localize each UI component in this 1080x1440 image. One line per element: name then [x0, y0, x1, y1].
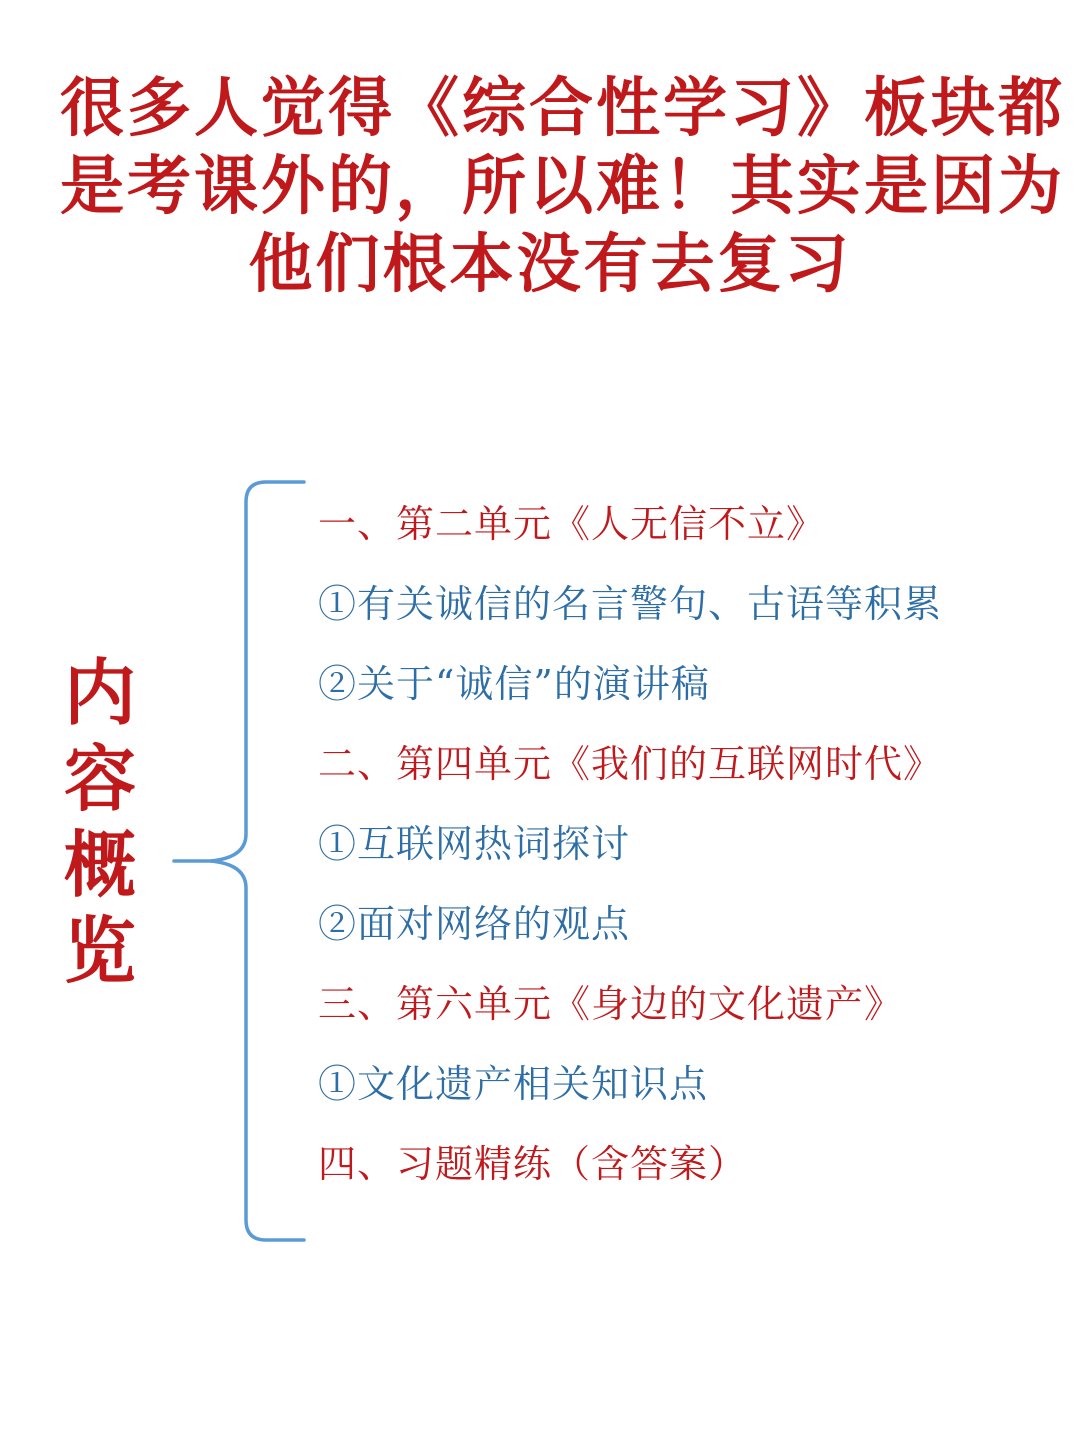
- headline-line-1: 很多人觉得《综合性学习》板块都: [60, 71, 1065, 146]
- outline-item-internet-views: ②面对网络的观点: [318, 902, 631, 946]
- outline-section-exercises: 四、习题精练（含答案）: [318, 1142, 748, 1186]
- curly-brace-divider: [170, 478, 310, 1244]
- headline-line-3: 他们根本没有去复习: [248, 227, 852, 302]
- outline-item-internet-buzzwords: ①互联网热词探讨: [318, 822, 631, 866]
- outline-section-unit-6: 三、第六单元《身边的文化遗产》: [318, 982, 904, 1026]
- headline-line-2: 是考课外的，所以难！其实是因为: [60, 149, 1065, 224]
- outline-item-integrity-speech: ②关于“诚信”的演讲稿: [318, 662, 710, 706]
- outline-section-unit-2: 一、第二单元《人无信不立》: [318, 502, 826, 546]
- outline-section-unit-4: 二、第四单元《我们的互联网时代》: [318, 742, 943, 786]
- content-overview-label: 内容概览: [63, 650, 136, 993]
- outline-item-heritage-knowledge: ①文化遗产相关知识点: [318, 1062, 709, 1106]
- headline: [60, 70, 1065, 304]
- content-outline: [318, 492, 1058, 1212]
- outline-item-integrity-quotes: ①有关诚信的名言警句、古语等积累: [318, 582, 943, 626]
